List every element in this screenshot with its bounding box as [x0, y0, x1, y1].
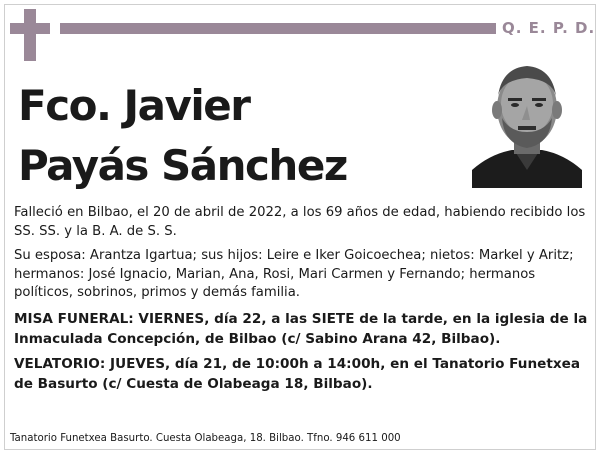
cross-icon: [10, 9, 50, 61]
wake-paragraph: VELATORIO: JUEVES, día 21, de 10:00h a 14:00h, en el Tanatorio Funetxea de Basurto (c/ Cuesta de Olabeaga 18, Bilbao).: [14, 355, 581, 392]
header-rule: [60, 23, 496, 34]
deceased-name-line-2: Payás Sánchez: [18, 141, 347, 190]
deceased-photo: [472, 58, 582, 188]
funeral-paragraph: MISA FUNERAL: VIERNES, día 22, a las SIETE de la tarde, en la iglesia de la Inmaculada Concepción, de Bilbao (c/ Sabino Arana 42, Bilbao).: [14, 310, 588, 347]
deceased-name-line-1: Fco. Javier: [18, 81, 250, 130]
death-paragraph: Falleció en Bilbao, el 20 de abril de 2022, a los 69 años de edad, habiendo recibido los SS. SS. y la B. A. de S. S.: [14, 205, 586, 239]
notice-body: [14, 204, 588, 399]
family-paragraph: Su esposa: Arantza Igartua; sus hijos: Leire e Iker Goicoechea; nietos: Markel y Aritz; hermanos: José Ignacio, Marian, Ana, Rosi, Mari Carmen y Fernando; hermanos políticos, sobrinos, primos y demás familia.: [14, 248, 574, 300]
footer-contact: Tanatorio Funetxea Basurto. Cuesta Olabeaga, 18. Bilbao. Tfno. 946 611 000: [10, 433, 401, 444]
qepd-label: Q. E. P. D.: [502, 19, 596, 37]
